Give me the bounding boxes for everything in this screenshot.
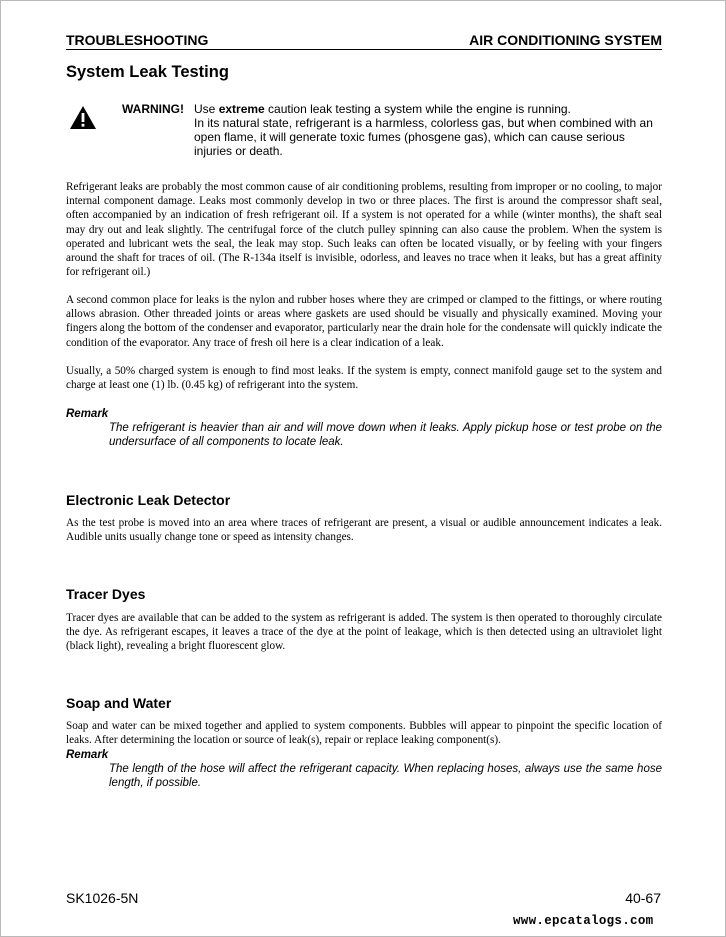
footer-model: SK1026-5N <box>66 890 139 906</box>
paragraph-leak-causes: Refrigerant leaks are probably the most common cause of air conditioning problems, resulting from improper or no cooling, to major internal component damage. Leaks most commonly develop in two or three places. The first is around the compressor shaft seal, often accompanied by an indication of fresh refrigerant oil. If a system is not operated for a while (winter months), the shaft seal may dry out and leak slightly. The centrifugal force of the clutch pulley spinning can also cause the problem. When the system is operated and lubricant wets the seal, the leak may stop. Such leaks can often be located visually, or by feeling with your fingers around the shaft for traces of oil. (The R-134a itself is invisible, odorless, and leaves no trace when it leaks, but has a great affinity for refrigerant oil.) <box>66 181 662 279</box>
header-section-label: TROUBLESHOOTING <box>66 32 209 48</box>
remark-text: The refrigerant is heavier than air and will move down when it leaks. Apply pickup hose or test probe on the undersurface of all components to locate leak. <box>109 422 662 448</box>
warning-emphasis: extreme <box>218 102 265 116</box>
remark-text: The length of the hose will affect the refrigerant capacity. When replacing hoses, always use the same hose length, if possible. <box>109 763 662 789</box>
remark-label: Remark <box>66 749 109 761</box>
page-header <box>66 32 662 50</box>
paragraph-tracer: Tracer dyes are available that can be added to the system as refrigerant is added. The system is then operated to thoroughly circulate the dye. As refrigerant escapes, it leaves a trace of the dye at the point of leakage, which is then detected using an ultraviolet light (black light), revealing a bright fluorescent glow. <box>66 612 662 653</box>
section-heading-electronic: Electronic Leak Detector <box>66 492 231 508</box>
paragraph-soap: Soap and water can be mixed together and applied to system components. Bubbles will appear to pinpoint the specific location of leaks. After determining the location or source of leak(s), repair or replace leaking component(s). <box>66 720 662 747</box>
paragraph-charge-level: Usually, a 50% charged system is enough to find most leaks. If the system is empty, connect manifold gauge set to the system and charge at least one (1) lb. (0.45 kg) of refrigerant into the system. <box>66 365 662 392</box>
warning-label: WARNING! <box>122 102 184 116</box>
section-heading-soap: Soap and Water <box>66 695 172 711</box>
footer-page-number: 40-67 <box>625 890 661 906</box>
remark-label: Remark <box>66 408 109 420</box>
watermark-url: www.epcatalogs.com <box>513 914 654 928</box>
page-title: System Leak Testing <box>66 63 229 81</box>
paragraph-electronic: As the test probe is moved into an area where traces of refrigerant are present, a visual or audible announcement indicates a leak. Audible units usually change tone or speed as intensity changes. <box>66 517 662 544</box>
section-heading-tracer: Tracer Dyes <box>66 586 146 602</box>
header-chapter-label: AIR CONDITIONING SYSTEM <box>469 32 662 48</box>
paragraph-hose-leaks: A second common place for leaks is the nylon and rubber hoses where they are crimped or clamped to the fittings, or where routing allows abrasion. Other threaded joints or areas where gaskets are used should be visually and physically examined. Moving your fingers along the bottom of the condenser and evaporator, particularly near the drain hole for the condensate will quickly indicate the condition of the evaporator. Any trace of fresh oil here is a clear indication of a leak. <box>66 294 662 349</box>
warning-text: Use extreme caution leak testing a system while the engine is running. In its natural state, refrigerant is a harmless, colorless gas, but when combined with an open flame, it will generate toxic fumes (phosgene gas), which can cause serious injuries or death. <box>194 102 653 158</box>
warning-triangle-icon <box>69 105 97 130</box>
